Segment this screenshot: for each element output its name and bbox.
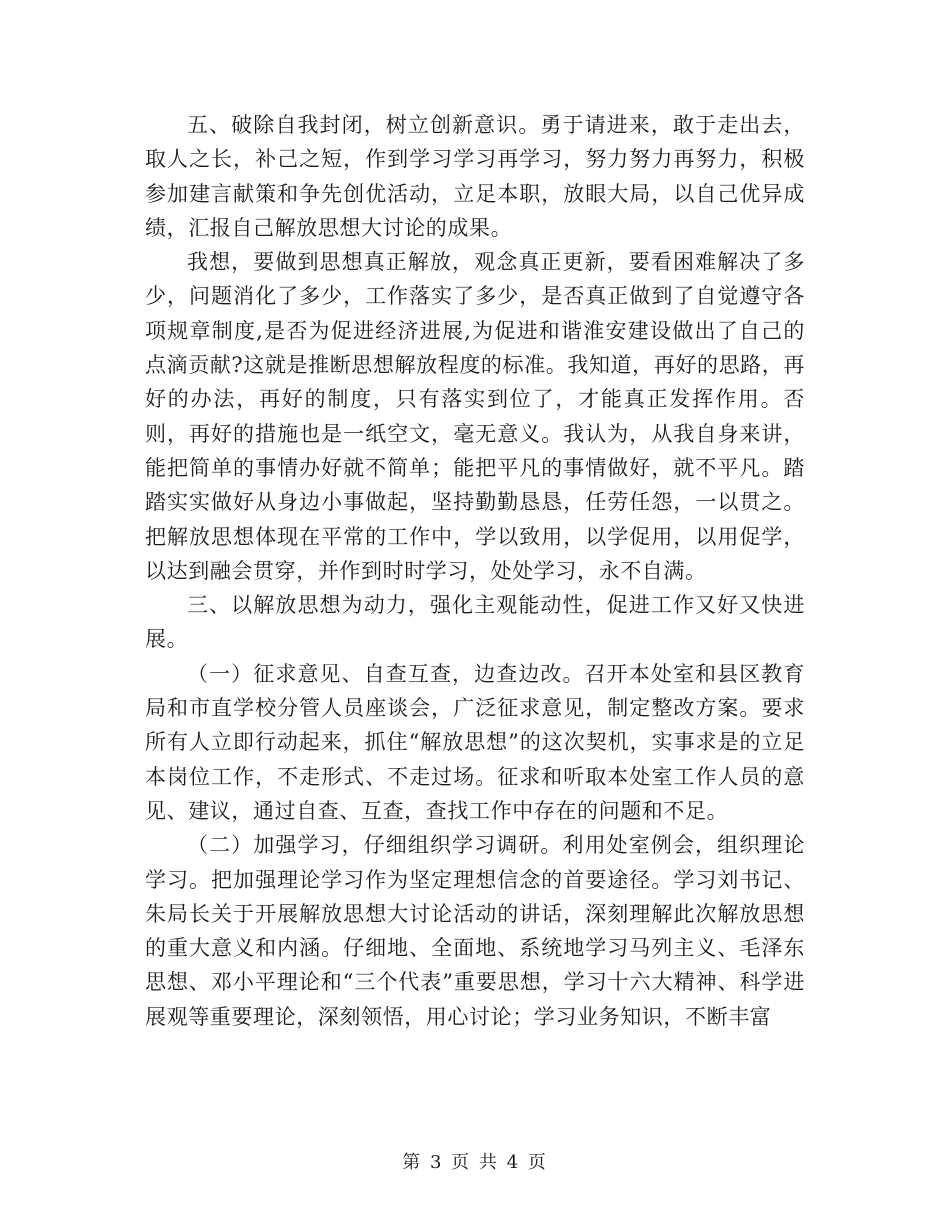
paragraph-subsection-one: （一）征求意见、自查互查，边查边改。召开本处室和县区教育局和市直学校分管人员座谈会，广泛征求意见，制定整改方案。要求所有人立即行动起来，抓住“解放思想”的这次契机，实事求是的立足本岗位工作，不走形式、不走过场。征求和听取本处室工作人员的意见、建议，通过自查、互查，查找工作中存在的问题和不足。 [145, 661, 805, 823]
document-body [145, 108, 805, 1034]
page-number-footer: 第 3 页 共 4 页 [402, 1152, 548, 1173]
paragraph-section-five: 五、破除自我封闭，树立创新意识。勇于请进来，敢于走出去，取人之长，补己之短，作到学习学习再学习，努力努力再努力，积极参加建言献策和争先创优活动，立足本职，放眼大局，以自己优异成绩，汇报自己解放思想大讨论的成果。 [145, 113, 805, 240]
paragraph-section-three-heading: 三、以解放思想为动力，强化主观能动性，促进工作又好又快进展。 [145, 593, 805, 652]
paragraph-subsection-two: （二）加强学习，仔细组织学习调研。利用处室例会，组织理论学习。把加强理论学习作为坚定理想信念的首要途径。学习刘书记、朱局长关于开展解放思想大讨论活动的讲话，深刻理解此次解放思想的重大意义和内涵。仔细地、全面地、系统地学习马列主义、毛泽东思想、邓小平理论和“三个代表”重要思想，学习十六大精神、科学进展观等重要理论，深刻领悟，用心讨论；学习业务知识，不断丰富 [145, 833, 805, 1029]
paragraph-reflection: 我想，要做到思想真正解放，观念真正更新，要看困难解决了多少，问题消化了多少，工作落实了多少，是否真正做到了自觉遵守各项规章制度,是否为促进经济进展,为促进和谐淮安建设做出了自己的点滴贡献?这就是推断思想解放程度的标准。我知道，再好的思路，再好的办法，再好的制度，只有落实到位了，才能真正发挥作用。否则，再好的措施也是一纸空文，毫无意义。我认为，从我自身来讲，能把简单的事情办好就不简单；能把平凡的事情做好，就不平凡。踏踏实实做好从身边小事做起，坚持勤勤恳恳，任劳任怨，一以贯之。把解放思想体现在平常的工作中，学以致用，以学促用，以用促学，以达到融会贯穿，并作到时时学习，处处学习，永不自满。 [145, 250, 805, 583]
